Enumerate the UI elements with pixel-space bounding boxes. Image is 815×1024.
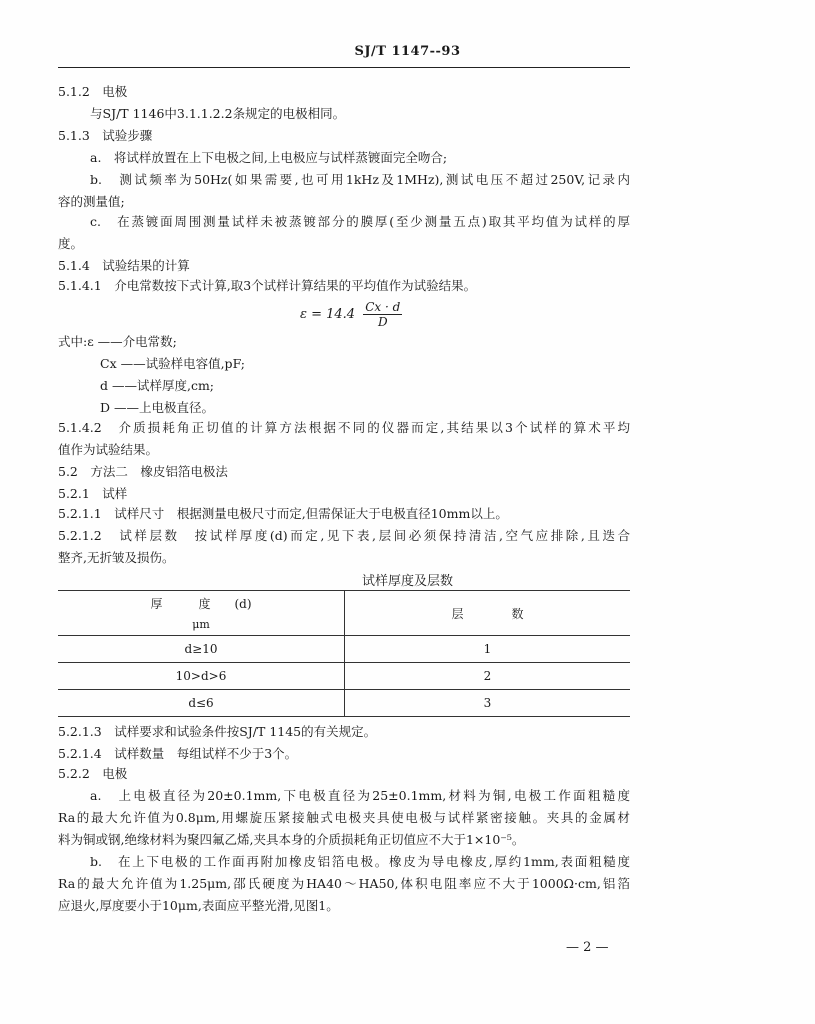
- symbol-D: D ——上电极直径。: [100, 400, 214, 415]
- clause-5-2-1-3: 5.2.1.3 试样要求和试验条件按SJ/T 1145的有关规定。: [58, 724, 377, 739]
- electrode-a-line1: a. 上电极直径为20±0.1mm,下电极直径为25±0.1mm,材料为铜,电极工作面粗糙度: [90, 788, 630, 803]
- cell-thickness: d≤6: [58, 690, 345, 717]
- cell-layers: 3: [345, 690, 631, 717]
- header-layers: 层 数: [345, 591, 631, 636]
- table-title: 试样厚度及层数: [361, 574, 453, 589]
- clause-5-1-4-2-line2: 值作为试验结果。: [58, 442, 159, 457]
- table-row: [58, 663, 630, 690]
- step-c-line1: c. 在蒸镀面周围测量试样未被蒸镀部分的膜厚(至少测量五点)取其平均值为试样的厚: [90, 214, 630, 229]
- table-header-row: [58, 591, 630, 636]
- permittivity-formula: [300, 300, 402, 329]
- clause-5-1-2-title: 5.1.2 电极: [58, 84, 128, 99]
- electrode-b-line1: b. 在上下电极的工作面再附加橡皮铝箔电极。橡皮为导电橡皮,厚约1mm,表面粗糙度: [90, 854, 630, 869]
- page-number: — 2 —: [566, 940, 609, 955]
- clause-5-2-1-2-line2: 整齐,无折皱及损伤。: [58, 550, 175, 565]
- step-b-line1: b. 测试频率为50Hz(如果需要,也可用1kHz及1MHz),测试电压不超过250V,记录内: [90, 172, 630, 187]
- symbol-d: d ——试样厚度,cm;: [100, 378, 215, 393]
- formula-lhs: ε = 14.4: [300, 307, 356, 322]
- clause-5-1-3-title: 5.1.3 试验步骤: [58, 128, 153, 143]
- formula-numerator: Cx · d: [365, 300, 401, 314]
- electrode-b-line2: Ra的最大允许值为1.25μm,邵氏硬度为HA40～HA50,体积电阻率应不大于1000Ω·cm,铝箔: [58, 876, 630, 891]
- table-row: [58, 690, 630, 717]
- clause-5-2-1-title: 5.2.1 试样: [58, 486, 128, 501]
- header-thickness: [58, 591, 345, 636]
- clause-5-1-4-1: 5.1.4.1 介电常数按下式计算,取3个试样计算结果的平均值作为试验结果。: [58, 278, 477, 293]
- cell-layers: 2: [345, 663, 631, 690]
- formula-fraction: [363, 300, 402, 329]
- clause-5-1-4-title: 5.1.4 试验结果的计算: [58, 258, 190, 273]
- symbol-epsilon: 式中:ε ——介电常数;: [58, 334, 177, 349]
- symbol-cx: Cx ——试验样电容值,pF;: [100, 356, 246, 371]
- electrode-a-line2: Ra的最大允许值为0.8μm,用螺旋压紧接触式电极夹具使电极与试样紧密接触。夹具的金属材: [58, 810, 630, 825]
- running-header: SJ/T 1147--93: [354, 44, 461, 59]
- table-row: [58, 636, 630, 663]
- clause-5-1-2-text: 与SJ/T 1146中3.1.1.2.2条规定的电极相同。: [90, 106, 346, 121]
- step-b-line2: 容的测量值;: [58, 194, 125, 209]
- cell-layers: 1: [345, 636, 631, 663]
- formula-denominator: D: [377, 315, 388, 329]
- clause-5-2-1-2-line1: 5.2.1.2 试样层数 按试样厚度(d)而定,见下表,层间必须保持清洁,空气应排除,且迭合: [58, 528, 630, 543]
- thickness-layers-table: [58, 590, 630, 717]
- clause-5-2-title: 5.2 方法二 橡皮铝箔电极法: [58, 464, 228, 479]
- cell-thickness: d≥10: [58, 636, 345, 663]
- clause-5-1-4-2-line1: 5.1.4.2 介质损耗角正切值的计算方法根据不同的仪器而定,其结果以3个试样的算术平均: [58, 420, 630, 435]
- cell-thickness: 10>d>6: [58, 663, 345, 690]
- clause-5-2-1-1: 5.2.1.1 试样尺寸 根据测量电极尺寸而定,但需保证大于电极直径10mm以上。: [58, 506, 508, 521]
- electrode-a-line3: 料为铜或钢,绝缘材料为聚四氟乙烯,夹具本身的介质损耗角正切值应不大于1×10⁻⁵。: [58, 832, 525, 847]
- clause-5-2-2-title: 5.2.2 电极: [58, 766, 128, 781]
- header-thickness-unit: μm: [192, 618, 210, 631]
- step-a: a. 将试样放置在上下电极之间,上电极应与试样蒸镀面完全吻合;: [90, 150, 448, 165]
- header-thickness-label: 厚 度 (d): [150, 597, 252, 611]
- clause-5-2-1-4: 5.2.1.4 试样数量 每组试样不少于3个。: [58, 746, 298, 761]
- header-rule: [58, 67, 630, 68]
- step-c-line2: 度。: [58, 236, 84, 251]
- electrode-b-line3: 应退火,厚度要小于10μm,表面应平整光滑,见图1。: [58, 898, 339, 913]
